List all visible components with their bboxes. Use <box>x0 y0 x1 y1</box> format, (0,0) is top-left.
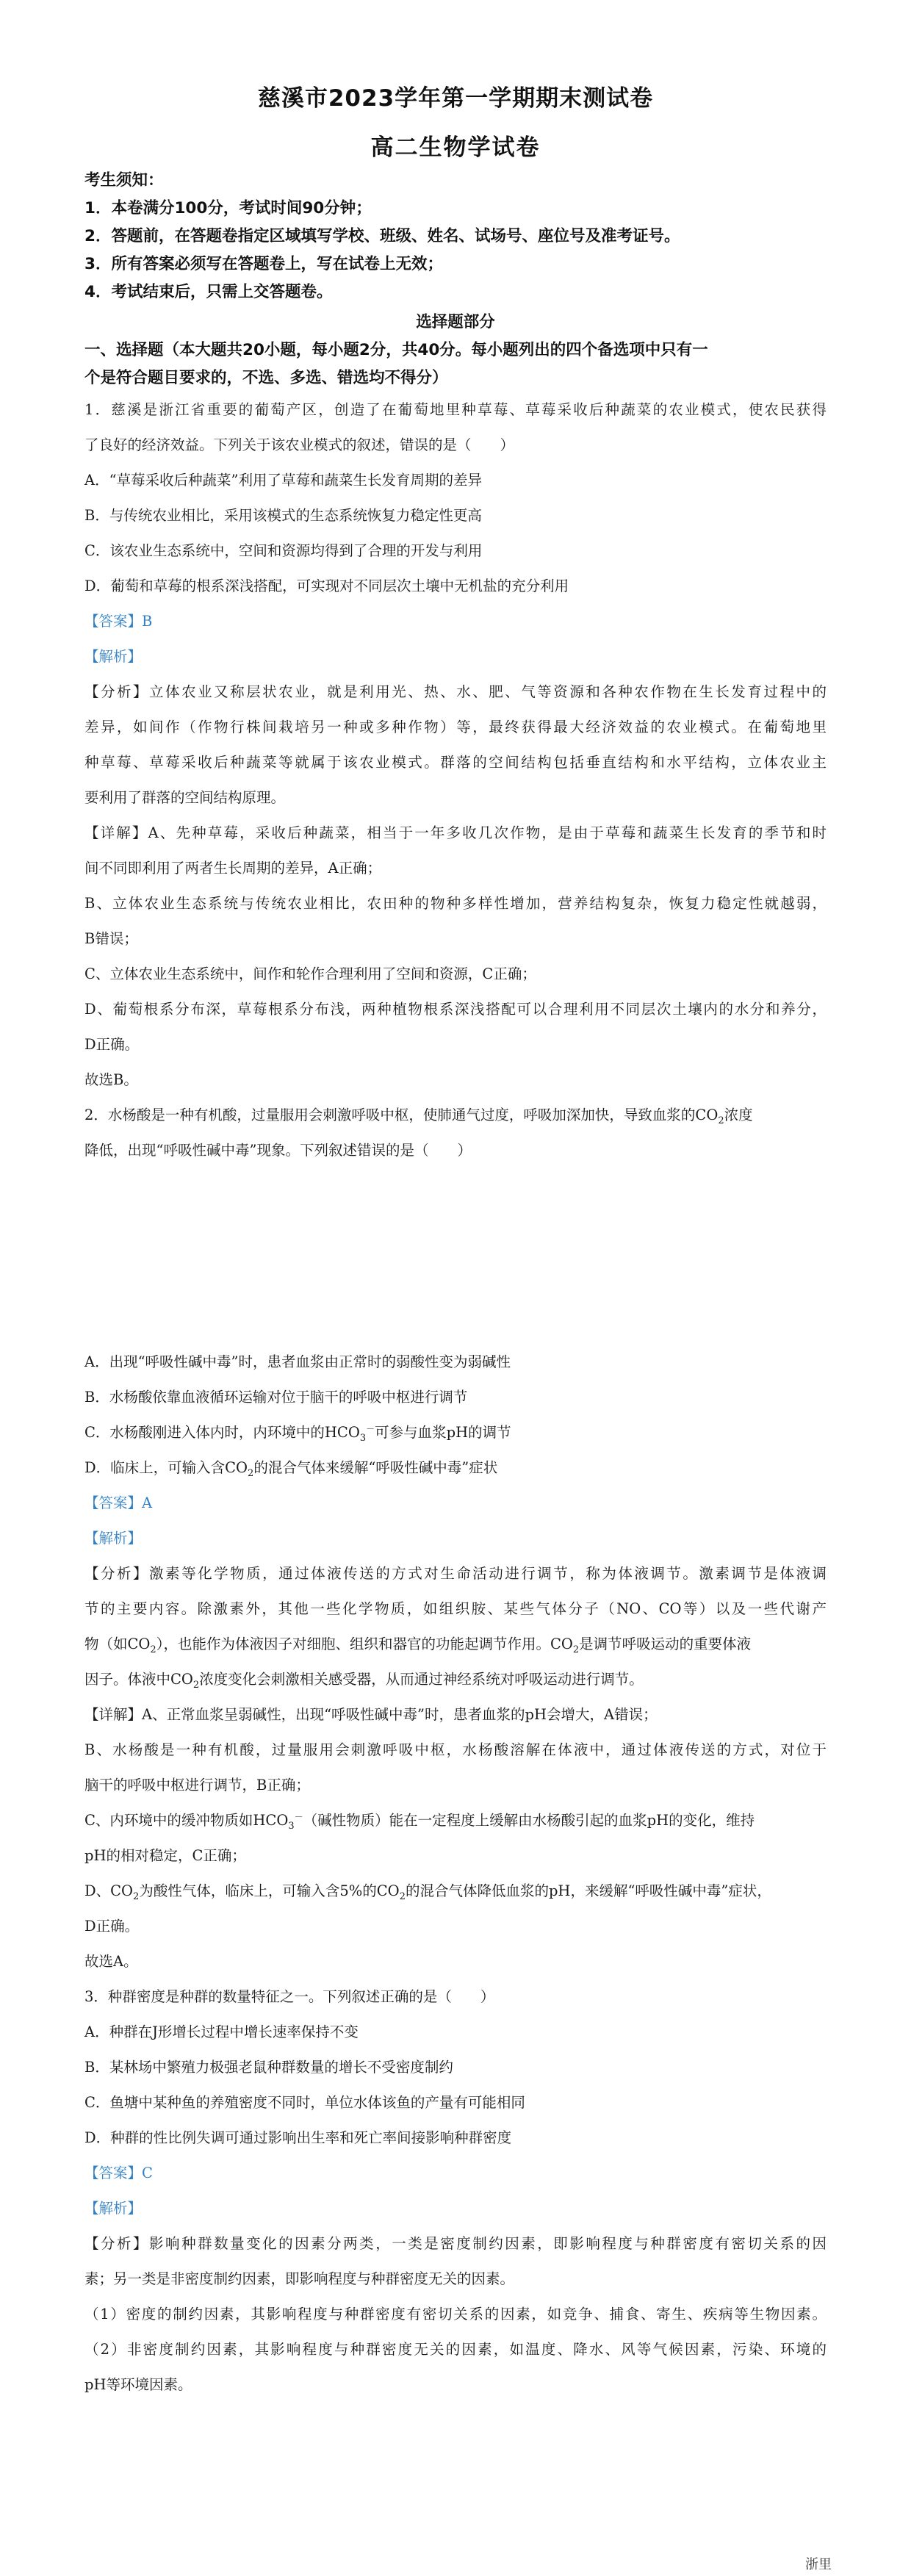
q1-analysis: 要利用了群落的空间结构原理。 <box>84 789 286 806</box>
q3-analysis: （2）非密度制约因素，其影响程度与种群密度无关的因素，如温度、降水、风等气候因素，污染、环境的 <box>84 2341 827 2358</box>
q3-option-b: B．某林场中繁殖力极强老鼠种群数量的增长不受密度制约 <box>84 2059 453 2076</box>
q2-detail: C、内环境中的缓冲物质如$HCO_3^-$（碱性物质）能在一定程度上缓解由水杨酸引起的血浆pH的变化，维持 <box>84 1811 755 1832</box>
part-intro: 一、选择题（本大题共20小题，每小题2分，共40分。每小题列出的四个备选项中只有一 <box>84 341 708 359</box>
q1-analysis: 差异，如间作（作物行株间栽培另一种或多种作物）等，最终获得最大经济效益的农业模式。在葡萄地里 <box>84 719 827 735</box>
q2-option-b: B．水杨酸依靠血液循环运输对位于脑干的呼吸中枢进行调节 <box>84 1389 468 1406</box>
q3-analysis: pH等环境因素。 <box>84 2376 192 2393</box>
q3-option-c: C．鱼塘中某种鱼的养殖密度不同时，单位水体该鱼的产量有可能相同 <box>84 2094 525 2111</box>
q1-option-c: C．该农业生态系统中，空间和资源均得到了合理的开发与利用 <box>84 542 483 559</box>
notice-item: 2．答题前，在答题卷指定区域填写学校、班级、姓名、试场号、座位号及准考证号。 <box>84 227 680 245</box>
q1-detail: 故选B。 <box>84 1071 138 1088</box>
q1-analysis: 种草莓、草莓采收后种蔬菜等就属于该农业模式。群落的空间结构包括垂直结构和水平结构，立体农业主 <box>84 754 827 771</box>
q1-analysis-label: 【解析】 <box>84 648 143 665</box>
q2-option-d: D．临床上，可输入含$CO_2$的混合气体来缓解“呼吸性碱中毒”症状 <box>84 1459 498 1479</box>
q3-analysis-label: 【解析】 <box>84 2200 143 2217</box>
notice-item: 3．所有答案必须写在答题卷上，写在试卷上无效； <box>84 255 443 273</box>
q2-analysis-label: 【解析】 <box>84 1530 143 1547</box>
notice-heading: 考生须知： <box>84 171 164 190</box>
q1-detail: 【详解】A、先种草莓，采收后种蔬菜，相当于一年多收几次作物，是由于草莓和蔬菜生长发育的季节和时 <box>84 824 827 841</box>
q3-analysis: 【分析】影响种群数量变化的因素分两类，一类是密度制约因素，即影响程度与种群密度有密切关系的因 <box>84 2235 827 2252</box>
q2-detail: 脑干的呼吸中枢进行调节，B正确； <box>84 1777 310 1794</box>
q2-analysis: 节的主要内容。除激素外，其他一些化学物质，如组织胺、某些气体分子（NO、CO等）以及一些代谢产 <box>84 1600 827 1617</box>
q3-option-a: A．种群在J形增长过程中增长速率保持不变 <box>84 2023 359 2040</box>
q1-analysis: 【分析】立体农业又称层状农业，就是利用光、热、水、肥、气等资源和各种农作物在生长发育过程中的 <box>84 683 827 700</box>
notice-item: 4．考试结束后，只需上交答题卷。 <box>84 283 333 301</box>
q2-analysis: 物（如$CO_2$），也能作为体液因子对细胞、组织和器官的功能起调节作用。$CO_2$是调节呼吸运动的重要体液 <box>84 1636 752 1655</box>
q2-detail: 故选A。 <box>84 1953 138 1970</box>
section-title: 选择题部分 <box>416 313 495 331</box>
q1-detail: 间不同即利用了两者生长周期的差异，A正确； <box>84 860 382 877</box>
exam-title: 慈溪市2023学年第一学期期末测试卷 <box>257 85 654 112</box>
q1-option-a: A．“草莓采收后种蔬菜”利用了草莓和蔬菜生长发育周期的差异 <box>84 472 483 489</box>
exam-subtitle: 高二生物学试卷 <box>370 134 541 161</box>
q1-stem: 1．慈溪是浙江省重要的葡萄产区，创造了在葡萄地里种草莓、草莓采收后种蔬菜的农业模式，使农民获得 <box>84 401 827 418</box>
q2-detail: 【详解】A、正常血浆呈弱碱性，出现“呼吸性碱中毒”时，患者血浆的pH会增大，A错误； <box>84 1706 658 1723</box>
q2-detail: D、$CO_2$为酸性气体，临床上，可输入含5%的$CO_2$的混合气体降低血浆的pH，来缓解“呼吸性碱中毒”症状， <box>84 1882 771 1902</box>
q2-option-c: C．水杨酸刚进入体内时，内环境中的$HCO_3^-$可参与血浆pH的调节 <box>84 1423 511 1444</box>
page-footer: 浙里 <box>805 2557 832 2572</box>
q2-analysis: 【分析】激素等化学物质，通过体液传送的方式对生命活动进行调节，称为体液调节。激素调节是体液调 <box>84 1565 827 1582</box>
q1-detail: B错误； <box>84 930 138 947</box>
q1-detail: D正确。 <box>84 1036 140 1053</box>
q1-detail: B、立体农业生态系统与传统农业相比，农田种的物种多样性增加，营养结构复杂，恢复力稳定性就越弱， <box>84 895 827 912</box>
q2-option-a: A．出现“呼吸性碱中毒”时，患者血浆由正常时的弱酸性变为弱碱性 <box>84 1353 511 1370</box>
notice-item: 1．本卷满分100分，考试时间90分钟； <box>84 199 372 217</box>
q2-analysis: 因子。体液中$CO_2$浓度变化会刺激相关感受器，从而通过神经系统对呼吸运动进行调节。 <box>84 1671 644 1691</box>
q3-option-d: D．种群的性比例失调可通过影响出生率和死亡率间接影响种群密度 <box>84 2129 512 2146</box>
q3-analysis: （1）密度的制约因素，其影响程度与种群密度有密切关系的因素，如竞争、捕食、寄生、疾病等生物因素。 <box>84 2306 827 2323</box>
q1-answer: 【答案】B <box>84 613 153 630</box>
q2-detail: B、水杨酸是一种有机酸，过量服用会刺激呼吸中枢，水杨酸溶解在体液中，通过体液传送的方式，对位于 <box>84 1741 827 1758</box>
q3-analysis: 素；另一类是非密度制约因素，即影响程度与种群密度无关的因素。 <box>84 2270 515 2287</box>
q3-answer: 【答案】C <box>84 2165 153 2181</box>
q1-option-b: B．与传统农业相比，采用该模式的生态系统恢复力稳定性更高 <box>84 507 482 524</box>
q2-stem: 2．水杨酸是一种有机酸，过量服用会刺激呼吸中枢，使肺通气过度，呼吸加深加快，导致血浆的$CO_2$浓度 <box>84 1107 753 1126</box>
q2-stem: 降低，出现“呼吸性碱中毒”现象。下列叙述错误的是（ ） <box>84 1142 472 1159</box>
q2-answer: 【答案】A <box>84 1494 153 1511</box>
q1-detail: D、葡萄根系分布深，草莓根系分布浅，两种植物根系深浅搭配可以合理利用不同层次土壤内的水分和养分， <box>84 1001 827 1018</box>
q1-stem: 了良好的经济效益。下列关于该农业模式的叙述，错误的是（ ） <box>84 436 515 453</box>
q1-detail: C、立体农业生态系统中，间作和轮作合理利用了空间和资源，C正确； <box>84 965 536 982</box>
q2-detail: D正确。 <box>84 1918 140 1935</box>
part-intro: 个是符合题目要求的，不选、多选、错选均不得分） <box>84 369 448 387</box>
q2-detail: pH的相对稳定，C正确； <box>84 1847 246 1864</box>
q3-stem: 3．种群密度是种群的数量特征之一。下列叙述正确的是（ ） <box>84 1988 495 2005</box>
q1-option-d: D．葡萄和草莓的根系深浅搭配，可实现对不同层次土壤中无机盐的充分利用 <box>84 578 569 594</box>
